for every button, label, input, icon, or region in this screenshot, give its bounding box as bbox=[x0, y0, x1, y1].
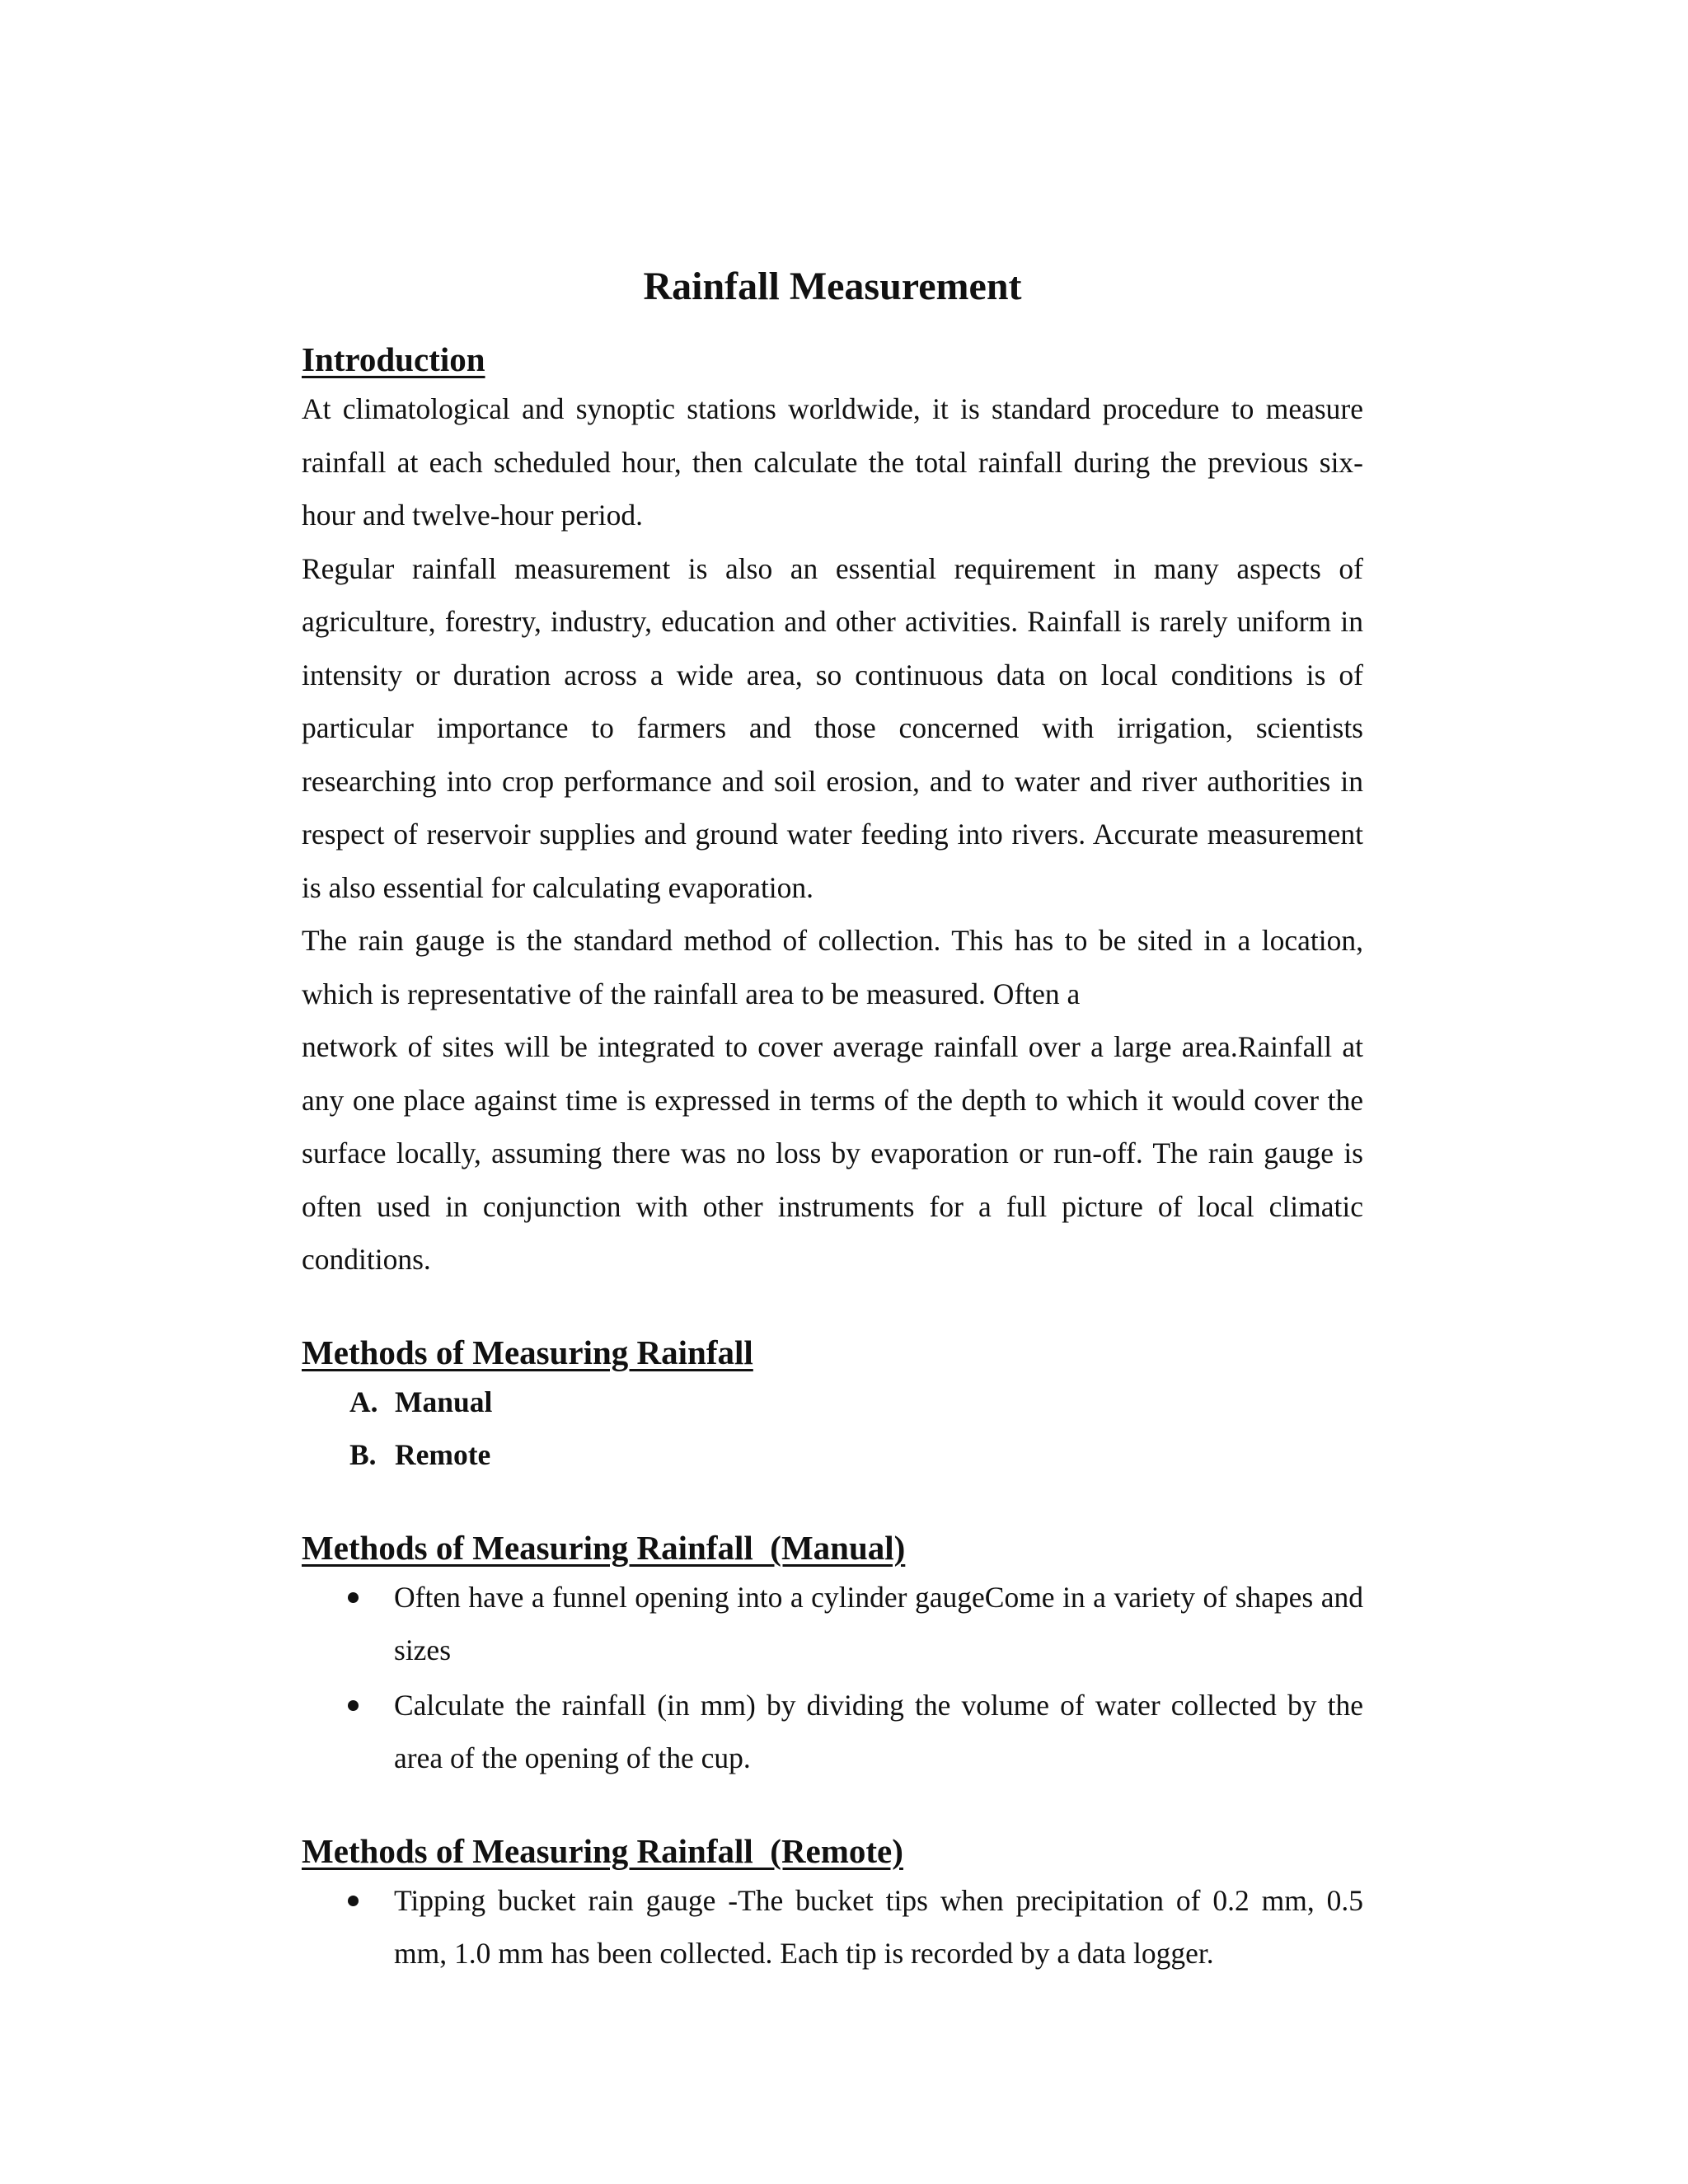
list-item bbox=[302, 1679, 1363, 1785]
bullet-text: Tipping bucket rain gauge -The bucket tips when precipitation of 0.2 mm, 0.5 mm, 1.0 mm has been collected. Each tip is recorded by a data logger. bbox=[394, 1883, 1363, 1970]
manual-bullets bbox=[302, 1571, 1363, 1785]
list-item bbox=[349, 1428, 1363, 1482]
remote-bullets bbox=[302, 1874, 1363, 1980]
list-marker: A. bbox=[349, 1385, 378, 1418]
bullet-text: Often have a funnel opening into a cylinder gaugeCome in a variety of shapes and sizes bbox=[394, 1580, 1363, 1666]
intro-paragraph-3b: network of sites will be integrated to cover average rainfall over a large area.Rainfall at any one place against time is expressed in terms of the depth to which it would cover the surface locally, assuming there was no loss by evaporation or run-off. The rain gauge is often used in conjunction with other instruments for a full picture of local climatic conditions. bbox=[302, 1030, 1363, 1276]
list-item bbox=[302, 1571, 1363, 1677]
intro-heading: Introduction bbox=[302, 340, 485, 378]
page-content bbox=[302, 262, 1363, 1982]
list-marker: B. bbox=[349, 1438, 377, 1471]
intro-paragraph-2: Regular rainfall measurement is also an essential requirement in many aspects of agriculture, forestry, industry, education and other activities. Rainfall is rarely uniform in intensity or duration across a wide area, so continuous data on local conditions is of particular importance to farmers and those concerned with irrigation, scientists researching into crop performance and soil erosion, and to water and river authorities in respect of reservoir supplies and ground water feeding into rivers. Accurate measurement is also essential for calculating evaporation. bbox=[302, 551, 1363, 904]
bullet-icon bbox=[348, 1896, 359, 1906]
remote-heading: Methods of Measuring Rainfall (Remote) bbox=[302, 1831, 903, 1870]
bullet-text: Calculate the rainfall (in mm) by dividing the volume of water collected by the area of the opening of the cup. bbox=[394, 1688, 1363, 1774]
intro-paragraph-1: At climatological and synoptic stations worldwide, it is standard procedure to measure rainfall at each scheduled hour, then calculate the total rainfall during the previous six-hour and twelve-hour period. bbox=[302, 392, 1363, 532]
method-manual-label: Manual bbox=[395, 1385, 493, 1418]
bullet-icon bbox=[348, 1700, 359, 1711]
intro-paragraph-3a: The rain gauge is the standard method of collection. This has to be sited in a location, which is representative of the rainfall area to be measured. Often a bbox=[302, 924, 1363, 1010]
page-title: Rainfall Measurement bbox=[643, 265, 1022, 308]
method-remote-label: Remote bbox=[395, 1438, 491, 1471]
list-item bbox=[349, 1376, 1363, 1429]
manual-heading: Methods of Measuring Rainfall (Manual) bbox=[302, 1528, 906, 1567]
bullet-icon bbox=[348, 1592, 359, 1603]
list-item bbox=[302, 1874, 1363, 1980]
methods-heading: Methods of Measuring Rainfall bbox=[302, 1333, 753, 1371]
methods-list bbox=[302, 1376, 1363, 1482]
